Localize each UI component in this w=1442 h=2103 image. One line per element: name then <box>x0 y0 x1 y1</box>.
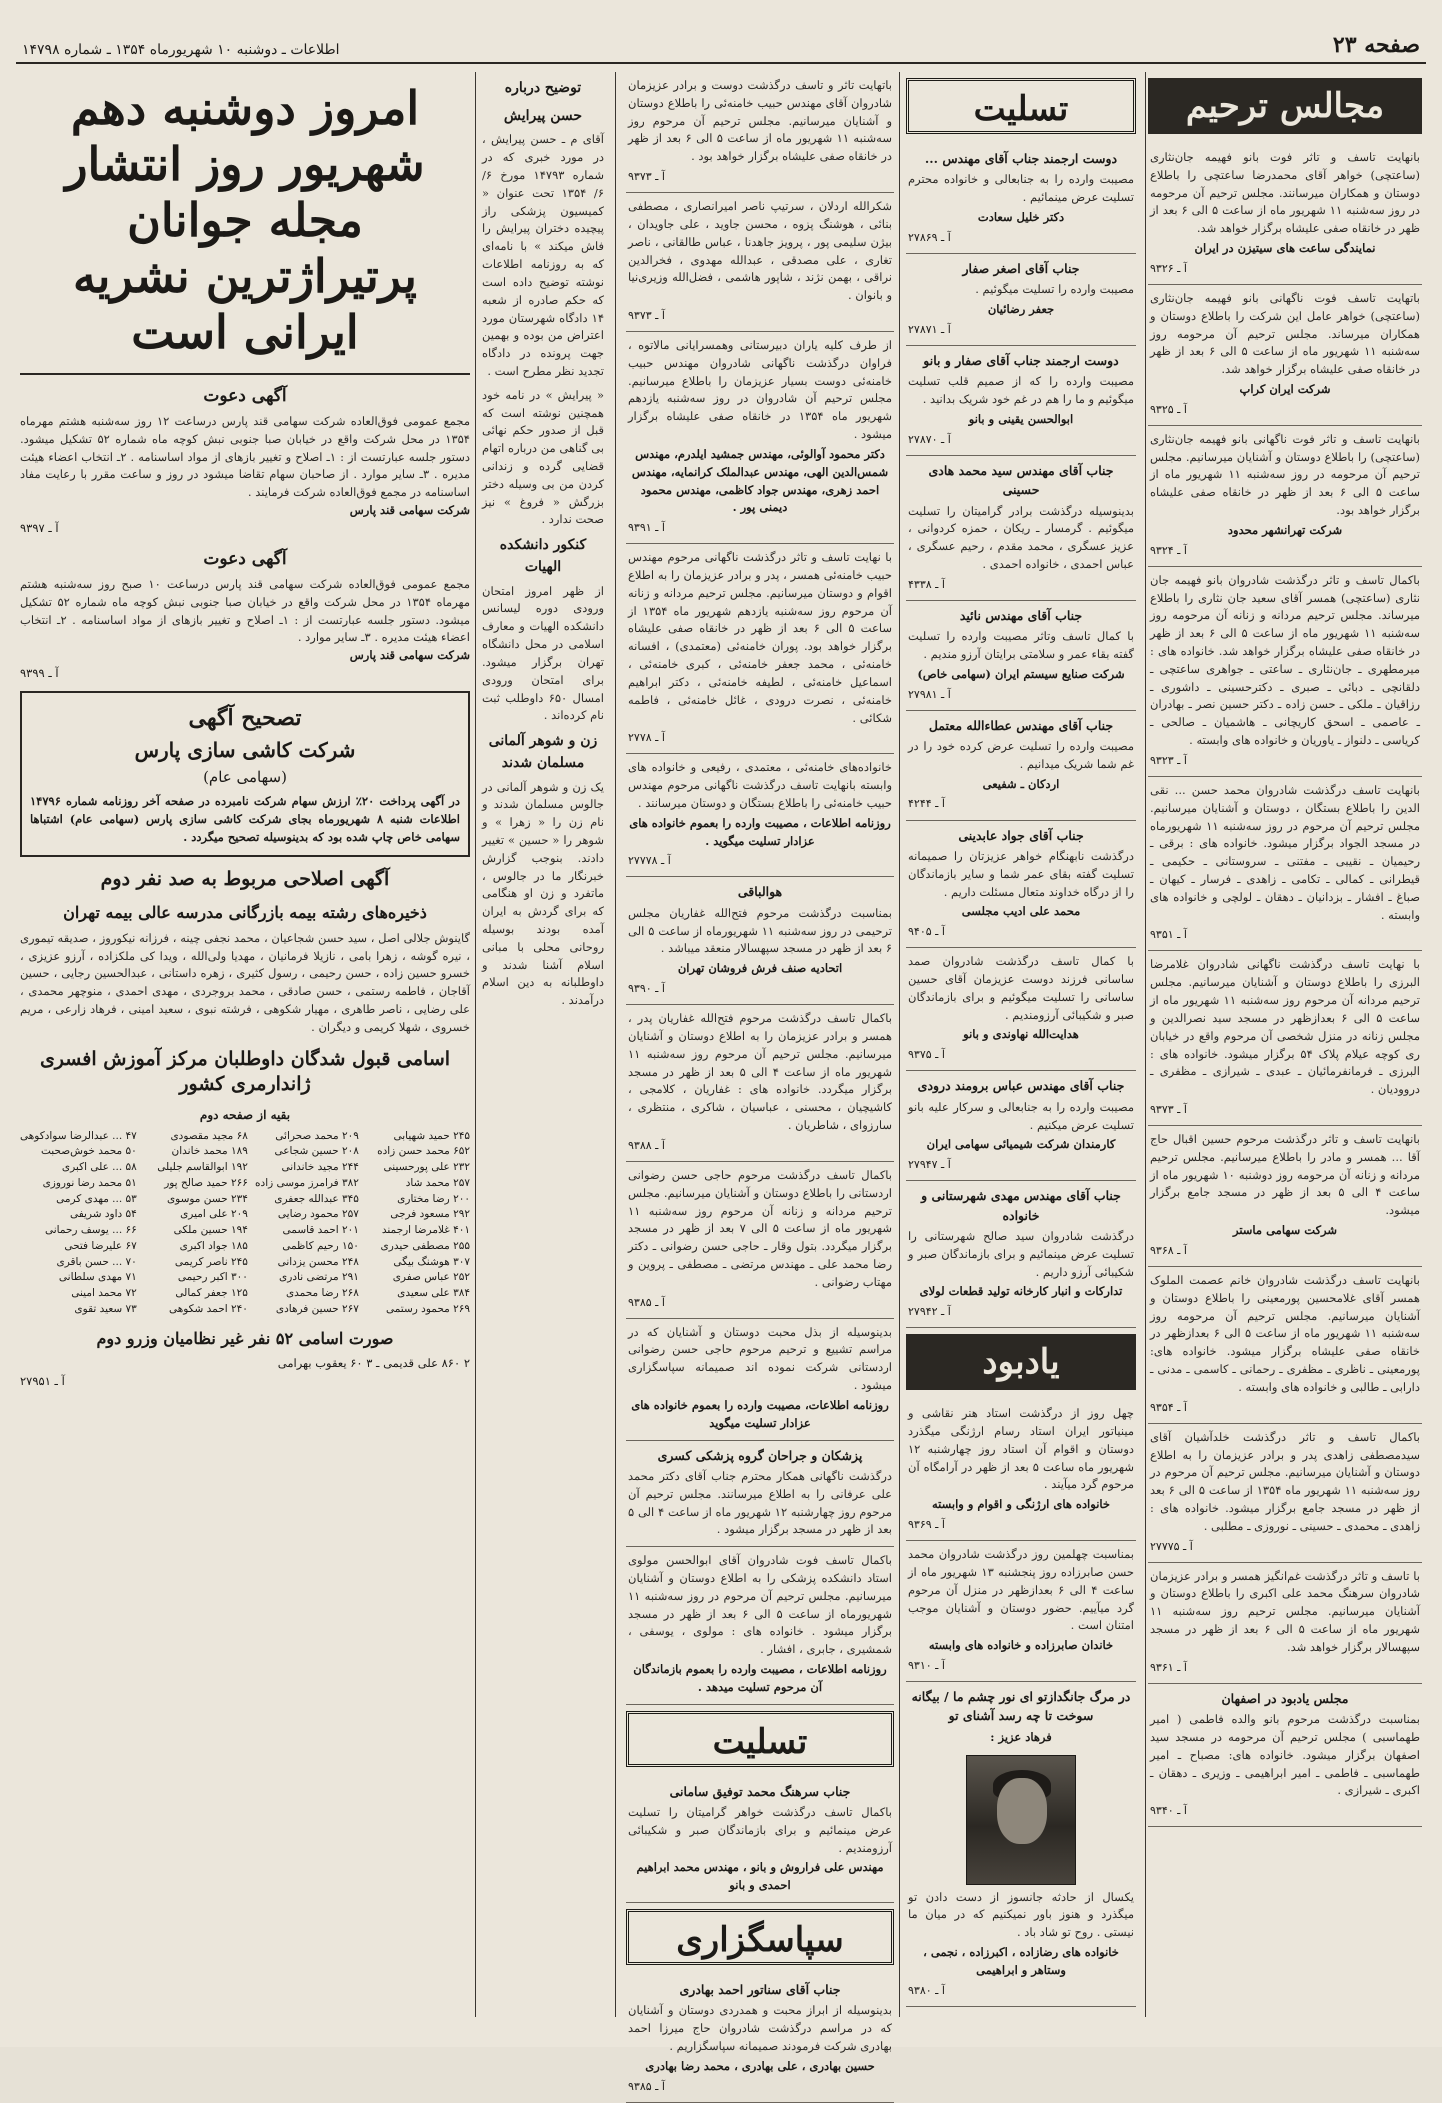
notice-code: آ ـ ۲۷۸۷۱ <box>908 322 951 336</box>
notice-text: درگذشت نابهنگام خواهر عزیزتان را صمیمانه تسلیت گفته بقای عمر شما و سایر بازماندگان را از درگاه خداوند متعال مسئلت داریم . <box>908 848 1134 899</box>
notice-list <box>906 144 1136 1328</box>
notice-block <box>626 544 894 754</box>
page-number: صفحه ۲۳ <box>1332 32 1420 58</box>
section-banner: تسلیت <box>906 78 1136 134</box>
column-rule <box>475 72 476 2017</box>
notice-code: آ ـ ۹۳۲۴ <box>1150 543 1187 557</box>
correction-box <box>20 691 470 857</box>
poem-addressee: فرهاد عزیز : <box>990 1729 1052 1744</box>
notice-title: جناب آقای مهندس نائید <box>959 607 1083 623</box>
issue-info: اطلاعات ـ دوشنبه ۱۰ شهریورماه ۱۳۵۴ ـ شماره ۱۴۷۹۸ <box>22 42 340 58</box>
notice-block <box>626 1319 894 1441</box>
notice-code: آ ـ ۹۳۵۱ <box>1150 928 1187 942</box>
name-entry: ۳۰۷ هوشنگ بیگی <box>393 1255 470 1268</box>
notice-code: آ ـ ۹۴۰۵ <box>908 925 945 939</box>
name-entry: ۵۸ ... علی اکبری <box>61 1161 137 1174</box>
name-entry: ۱۹۴ حسین ملکی <box>173 1224 248 1237</box>
notice-signature: محمد علی ادیب مجلسی <box>961 904 1081 919</box>
notice-signature: روزنامه اطلاعات ، مصیبت وارده را بعموم خانواده های عزادار تسلیت میگوید . <box>629 815 891 848</box>
notice-text: از طرف کلیه یاران دبیرستانی وهمسرایانی مالاتوه ، فراوان درگذشت ناگهانی شادروان مهندس حبیب خامنه‌ئی دوست بسیار عزیزمان را باطلاع میرسانیم. مجلس ترحیم آن شادروان در روز سه‌شنبه یازدهم شهریور ماه ۱۳۵۴ در خانقاه صفی علیشاه برگزار میشود . <box>628 338 892 442</box>
notice-code: آ ـ ۹۳۶۸ <box>1150 1243 1187 1257</box>
notice-block <box>1148 777 1422 952</box>
notice-text: باکمال تاسف و تاثر درگذشت خلدآشیان آقای سیدمصطفی زاهدی پدر و برادر عزیزمان را به اطلاع دوستان و آشنایان میرسانیم. مجلس ترحیم آن مرحوم در روز سه‌شنبه ۱۱ شهریور ماه ۱۳۵۴ از ساعت ۵ الی ۶ بعد از ظهر در مسجد جامع برگزار میشود. خانواده های : زاهدی ـ محمدی ـ حسینی ـ نوروزی ـ مطلبی . <box>1150 1429 1420 1533</box>
name-entry: ۳۸۲ فرامرز موسی زاده <box>255 1176 359 1189</box>
name-entry: ۶۶ ... یوسف رحمانی <box>44 1224 137 1237</box>
notice-signature: تدارکات و انبار کارخانه تولید قطعات لولای <box>919 1284 1123 1299</box>
notice-block <box>1148 426 1422 567</box>
notice-title: جناب آقای مهندس سید محمد هادی حسینی <box>928 462 1114 498</box>
notice-code: آ ـ ۹۳۵۴ <box>1150 1400 1187 1414</box>
column-obituaries <box>1148 72 1422 2017</box>
ad-code: آ ـ ۲۷۹۵۱ <box>20 1373 65 1388</box>
notice-block <box>906 1181 1136 1328</box>
notice-code: آ ـ ۹۳۹۰ <box>628 982 665 996</box>
news-text: از ظهر امروز امتحان ورودی دوره لیسانس دانشکده الهیات و معارف اسلامی در محل دانشگاه تهران برگزار میشود. برای امتحان ورودی امسال ۶۵۰ داوطلب ثبت نام کرده‌اند . <box>482 583 604 723</box>
notice-text: مصیبت وارده را که از صمیم قلب تسلیت میگوئیم و ما را هم در غم خود شریک بدانید . <box>908 374 1134 407</box>
name-entry: ۱۸۵ جواد اکبری <box>179 1239 248 1252</box>
name-entry: ۱۹۲ ابوالقاسم جلیلی <box>157 1161 248 1174</box>
notice-signature: نمایندگی ساعت های سیتیزن در ایران <box>1194 241 1376 256</box>
column-rule <box>615 72 616 2017</box>
notice-signature: دکتر محمود آوالوئی، مهندس جمشید ایلدرم، مهندس شمس‌الدین الهی، مهندس عبدالملک کرانمایه، مهندس احمد زهری، مهندس جواد کاظمی، مهندس محمود دیمنی پور . <box>631 446 889 515</box>
name-entry: ۲۰۹ علی امیری <box>180 1208 248 1221</box>
name-entry: ۲۶۶ حمید صالح پور <box>164 1176 248 1189</box>
notice-code: آ ـ ۹۳۹۱ <box>628 521 665 535</box>
notice-block <box>626 1547 894 1705</box>
notice-text: باکمال تاسف و تاثر درگذشت شادروان بانو فهیمه جان نثاری (ساعتچی) همسر آقای سعید جان نثاری را باطلاع میرساند. مجلس ترحیم مردانه و زنانه آن مرحومه روز سه‌شنبه ۱۱ شهریور ماه از ساعت ۵ الی ۶ بعد از ظهر در خانقاه صفی علیشاه برگزار خواهد شد. خانواده های : میرمطهری ـ جان‌نثاری ـ ساعتی ـ جواهری ساعتچی ـ دلقانچی ـ دبائی ـ صبری ـ دکترحسینی ـ داشوری ـ رزاقیان ـ ملکی ـ حسن زاده ـ دکتر حسین نصر ـ بهادران ـ عاصمی ـ اسحق کاریچانی ـ هاشمیان ـ صالحی ـ کریاسی ـ دلنواز ـ یاوریان و خانواده های وابسته . <box>1150 572 1420 748</box>
notice-block <box>1148 951 1422 1126</box>
notice-title: هوالباقی <box>737 884 783 900</box>
notice-text: باتهایت تاسف فوت ناگهانی بانو فهیمه جان‌نثاری (ساعتچی) خواهر عامل این شرکت را باطلاع دوستان و همکاران میرساند. مجلس ترحیم آن مرحومه روز سه‌شنبه ۱۱ شهریور ماه از ساعت ۵ الی ۶ بعد از ظهر در خانقاه صفی علیشاه برگزار خواهد شد. <box>1150 290 1420 377</box>
name-entry: ۲۴۸ محسن یزدانی <box>277 1255 359 1268</box>
notice-block <box>1148 1684 1422 1827</box>
notice-text: باکمال تاسف فوت شادروان آقای ابوالحسن مولوی استاد دانشکده پزشکی را به اطلاع دوستان و آشنایان میرسانیم. مجلس ترحیم آن مرحوم در روز سه‌شنبه ۱۱ شهریورماه از ساعت ۵ الی ۶ بعد از ظهر در مسجد برگزار میشود . خانواده های : مولوی ، یوسفی ، شمشیری ، جابری ، افشار . <box>628 1553 892 1657</box>
notice-title: دوست ارجمند جناب آقای صفار و بانو <box>923 352 1119 368</box>
notice-block <box>626 1975 894 2103</box>
notice-title: جناب سرهنگ محمد توفیق سامانی <box>669 1783 851 1799</box>
notice-block <box>906 1541 1136 1682</box>
news-title: توضیح درباره <box>504 80 582 96</box>
news-title: حسن پیرایش <box>503 107 583 124</box>
notice-text: بدینوسیله از ابراز محبت و همدردی دوستان و آشنایان که در مراسم درگذشت شادروان حاج میرزا احمد بهادری شرکت فرمودند صمیمانه سپاسگزاریم . <box>628 2003 892 2054</box>
notice-block <box>626 1162 894 1319</box>
notice-list <box>1148 144 1422 1684</box>
section-title: صورت اسامی ۵۲ نفر غیر نظامیان وزرو دوم <box>96 1328 394 1348</box>
list-heading: بقیه از صفحه دوم <box>199 1107 291 1122</box>
notice-text: چهل روز از درگذشت استاد هنر نقاشی و مینیاتور ایران استاد رسام ارژنگی میگذرد دوستان و اقوام آن استاد روز چهارشنبه ۱۲ شهریور ماه ساعت ۵ بعد از ظهر در آرامگاه آن مرحوم گرد میآیند . <box>908 1406 1134 1492</box>
notice-block <box>906 456 1136 601</box>
names-text: گاینوش جلالی اصل ، سید حسن شجاعیان ، محمد نجفی چینه ، فرزانه نیکوروز ، صدیقه تیموری ، نیره گوشه ، زهرا بامی ، نازیلا فرمانیان ، مهدیا ولی‌الله ، ویدا کی ملکزاده ، آرزو عزیزی ، خسرو حسین زاده ، حسن رحیمی ، رسول کثیری ، زهره داستانی ، عبدالحسین رجایی ، حسین آقاجان ، فاطمه رستمی ، حسن صادقی ، محمد بروجردی ، مهدی احمدی ، منوچهر محمدی ، علی رضایی ، ناصر طاهری ، مهیار شکوهی ، فرشته نبوی ، سعید امینی ، فرهاد زارعی ، مریم خسروی ، شهلا کریمی و دیگران . <box>20 930 470 1034</box>
notice-text: درگذشت شادروان سید صالح شهرستانی را تسلیت عرض مینمائیم و برای بازماندگان صبر و شکیبائی آرزو داریم . <box>908 1228 1134 1279</box>
notice-code: آ ـ ۹۳۸۵ <box>628 1295 665 1309</box>
notice-code: آ ـ ۹۳۲۳ <box>1150 753 1187 767</box>
name-entry: ۶۷ علیرضا فتحی <box>64 1239 137 1252</box>
name-entry: ۶۵۲ محمد حسن زاده <box>377 1145 470 1158</box>
notice-code: آ ـ ۴۲۴۴ <box>908 797 945 811</box>
notice-title: جناب آقای اصغر صفار <box>962 260 1080 276</box>
name-entry: ۲۹۲ مسعود فرجی <box>390 1208 470 1221</box>
name-entry: ۲۳۴ حسن موسوی <box>166 1192 248 1205</box>
correction-title: تصحیح آگهی <box>188 704 302 731</box>
notice-text: بانهایت تاسف و تاثر فوت بانو فهیمه جان‌نثاری (ساعتچی) خواهر آقای محمدرضا ساعتچی را باطلاع دوستان و همکاران میرسانند. مجلس ترحیم آن مرحومه در روز سه‌شنبه ۱۱ شهریور ماه از ساعت ۵ الی ۶ بعد از ظهر در خانقاه صفی علیشاه برگزار خواهد شد. <box>1150 150 1420 236</box>
notice-block <box>906 346 1136 456</box>
name-entry: ۵۴ داود شریفی <box>69 1208 137 1221</box>
ad-title: آگهی دعوت <box>203 548 287 569</box>
name-entry: ۷۳ سعید تقوی <box>74 1302 137 1315</box>
notice-code: آ ـ ۲۷۷۷۸ <box>628 854 671 868</box>
news-title: کنکور دانشکده الهیات <box>499 537 587 575</box>
notice-text: باکمال تاسف درگذشت مرحوم حاجی حسن رضوانی اردستانی را باطلاع دوستان و آشنایان میرسانیم. مجلس ترحیم مردانه و زنانه آن مرحوم روز سه‌شنبه ۱۱ شهریور ماه از ساعت ۵ الی ۷ بعد از ظهر در مسجد برگزار میگردد. بتول وقار ـ حاجی حسن رضوانی ـ دکتر رضا محمد علی ـ مهندس مرتضی ـ مصطفی ـ پروین و مهتاب رضوانی . <box>628 1167 892 1289</box>
notice-list <box>626 1547 894 1705</box>
notice-text: بانهایت تاسف درگذشت شادروان خانم عصمت الملوک همسر آقای غلامحسین پورمعینی را باطلاع دوستان و آشنایان میرسانیم. مجلس ترحیم آن مرحومه روز سه‌شنبه ۱۱ شهریور ماه از ساعت ۵ الی ۶ بعدازظهر در خانقاه صفی علیشاه برگزار میشود. خانواده های: پورمعینی ـ ناظری ـ مظفری ـ رحمانی ـ کاسمی ـ مدنی ـ دارابی ـ طالبی و خانواده های وابسته . <box>1150 1272 1420 1394</box>
column-announcements <box>20 72 470 2017</box>
name-entry: ۲۶۷ حسین فرهادی <box>275 1302 359 1315</box>
notice-block <box>1148 285 1422 426</box>
notice-signature: ابوالحسن یقینی و بانو <box>968 411 1074 426</box>
company-type: (سهامی عام) <box>203 767 287 786</box>
name-entry: ۲۴۴ مجید خاندانی <box>281 1161 359 1174</box>
section-title: اسامی قبول شدگان داوطلبان مرکز آموزش افسری ژاندارمری کشور <box>39 1047 451 1096</box>
name-entry: ۳۴۵ عبدالله جعفری <box>274 1192 359 1205</box>
notice-signature: شرکت صنایع سیستم ایران (سهامی خاص) <box>917 666 1125 681</box>
notice-block <box>626 1777 894 1903</box>
notice-title: مجلس یادبود در اصفهان <box>1221 1690 1349 1706</box>
name-entry: ۴۰۱ غلامرضا ارجمند <box>381 1224 470 1237</box>
notice-code: آ ـ ۲۷۸۷۰ <box>908 432 951 446</box>
notice-code: آ ـ ۹۳۲۵ <box>1150 402 1187 416</box>
notice-code: آ ـ ۹۳۱۰ <box>908 1659 945 1673</box>
name-entry: ۲۰۸ حسین شجاعی <box>274 1145 359 1158</box>
notice-signature: خانواده های رضازاده ، اکبرزاده ، نجمی ، وستاهر و ابراهیمی <box>923 1945 1119 1977</box>
notice-text: با کمال تاسف وتاثر مصیبت وارده را تسلیت گفته بقاء عمر و سلامتی برایتان آرزو مندیم . <box>908 629 1134 661</box>
name-entry: ۲۴۵ ناصر کریمی <box>174 1255 248 1268</box>
section-title: ذخیره‌های رشته بیمه بازرگانی مدرسه عالی بیمه تهران <box>63 903 427 923</box>
ad-signature: شرکت سهامی قند پارس <box>349 502 470 517</box>
name-entry: ۳۰۰ اکبر رحیمی <box>177 1271 248 1284</box>
portrait-photo <box>966 1755 1076 1885</box>
notice-block <box>626 1005 894 1162</box>
notice-text: باکمال تاسف درگذشت خواهر گرامیتان را تسلیت عرض مینمائیم و برای بازماندگان صبر و شکیبائی آرزومندیم . <box>628 1805 892 1855</box>
page-header <box>16 24 1426 64</box>
notice-block <box>906 711 1136 821</box>
notice-signature: اردکان ـ شفیعی <box>982 776 1060 791</box>
names-list: ۲ ۸۶۰ علی قدیمی ـ ۳ ۶۰ یعقوب بهرامی <box>277 1356 470 1371</box>
notice-block <box>1148 1267 1422 1424</box>
notice-code: آ ـ ۲۷۷۷۵ <box>1150 1539 1193 1553</box>
name-entry: ۷۲ محمد امینی <box>71 1287 137 1300</box>
news-title: زن و شوهر آلمانی مسلمان شدند <box>488 733 598 771</box>
name-entry: ۵۳ ... مهدی کرمی <box>56 1192 137 1205</box>
correction-text: در آگهی پرداخت ۲۰٪ ارزش سهام شرکت نامبرده در صفحه آخر روزنامه شماره ۱۴۷۹۶ اطلاعات شنبه ۸ شهریورماه بجای شرکت کاشی سازی پارس (سهامی عام) اشتباها سهامی خاص چاپ شده بود که بدینوسیله تصحیح میگردد . <box>30 794 461 844</box>
notice-text: با نهایت تاسف درگذشت ناگهانی شادروان غلامرضا البرزی را باطلاع دوستان و آشنایان میرسانیم. مجلس ترحیم مردانه آن مرحوم روز سه‌شنبه ۱۱ شهریور ماه از ساعت ۵ الی ۶ بعدازظهر در مسجد سید نصرالدین و مجلس زنانه در منزل شخصی آن مرحوم واقع در خیابان ری کوچه عیلام پلاک ۵۴ برگزار میشود. خانواده های : البرزی ـ فرمانفرمائیان ـ عبدی ـ شیرازی ـ مظفری ـ دروودیان . <box>1150 957 1421 1097</box>
news-text: « پیرایش » در نامه خود همچنین نوشته است که قبل از صدور حکم نهائی بی گناهی من درباره اتهام قضایی گرده و زندانی کردن من بی وسیله دختر بزرگش « فروغ » نیز صحت ندارد . <box>482 387 604 527</box>
notice-title: جناب آقای سناتور احمد بهادری <box>679 1982 841 1998</box>
notice-code: آ ـ ۴۳۳۸ <box>908 577 945 591</box>
notice-code: آ ـ ۹۳۶۱ <box>1150 1660 1187 1674</box>
notice-code: آ ـ ۲۷۹۴۲ <box>908 1305 951 1319</box>
notice-signature: خانواده های ارژنگی و اقوام و وابسته <box>931 1497 1111 1512</box>
notice-signature: اتحادیه صنف فرش فروشان تهران <box>677 961 843 976</box>
notice-code: آ ـ ۲۷۷۸ <box>628 731 665 745</box>
name-entry: ۲۴۰ احمد شکوهی <box>168 1302 248 1315</box>
notice-text: بدینوسیله درگذشت برادر گرامیتان را تسلیت میگوئیم . گرمسار ـ ریکان ، حمزه کردوانی ، عزیز عسگری ، محمد مقدم ، رحیم عسگری ، عباس احمدی ، خانواده احمدی . <box>908 503 1134 571</box>
section-banner: یادبود <box>906 1334 1136 1390</box>
notice-block <box>906 1400 1136 1541</box>
column-obituaries-2 <box>626 72 894 2093</box>
notice-code: آ ـ ۲۷۸۶۹ <box>908 230 951 244</box>
name-entry: ۲۴۵ حمید شهیابی <box>393 1129 470 1142</box>
name-entry: ۳۸۴ علی سعیدی <box>397 1287 470 1300</box>
notice-block <box>626 754 894 877</box>
notice-signature: دکتر خلیل سعادت <box>977 210 1065 224</box>
name-entry: ۲۵۷ محمد شاد <box>405 1176 470 1189</box>
notice-code: آ ـ ۲۷۹۸۱ <box>908 687 951 701</box>
notice-text: بمناسبت درگذشت مرحوم بانو والده فاطمی ( امیر طهماسبی ) مجلس ترحیم آن مرحومه در مسجد سید اصفهان برگزار میشود. خانواده های: مصباح ـ امیر طهماسبی ـ فاطمی ـ امیر ابراهیمی ـ وزیری ـ دهقان ـ اکبری ـ شیرازی . <box>1150 1712 1420 1798</box>
notice-text: باکمال تاسف درگذشت مرحوم فتح‌الله غفاریان پدر ، همسر و برادر عزیزمان را به اطلاع دوستان و آشنایان میرسانیم. مجلس ترحیم آن مرحوم روز سه‌شنبه ۱۱ شهریور ماه از ساعت ۴ الی ۵ بعد از ظهر در مسجد برگزار میگردد. خانواده های : غفاریان ، کلامجی ، کاشیچیان ، محسنی ، عباسیان ، شاکری ، منتظری ، سارزوای ، شاطریان . <box>628 1011 892 1133</box>
notice-code: آ ـ ۹۳۷۳ <box>628 308 665 322</box>
notice-code: آ ـ ۹۳۸۵ <box>628 2079 665 2093</box>
notice-signature: شرکت ایران کراپ <box>1239 381 1331 396</box>
notice-code: آ ـ ۹۳۷۳ <box>1150 1102 1187 1116</box>
notice-text: با نهایت تاسف و تاثر درگذشت ناگهانی مرحوم مهندس حبیب خامنه‌ئی همسر ، پدر و برادر عزیزمان را به اطلاع اقوام و دوستان میرسانیم. مجلس ترحیم مردانه و زنانه آن مرحوم روز سه‌شنبه یازدهم شهریور ماه ۱۳۵۴ از ساعت ۵ الی ۶ بعد از ظهر در خانقاه صفی علیشاه برگزار خواهد بود. پوران خامنه‌ئی (معتمدی) ، افسانه خامنه‌ئی ، محمد جعفر خامنه‌ئی ، کبری خامنه‌ئی ، اسماعیل خامنه‌ئی ، لطیفه خامنه‌ئی ، دکتر ابراهیم خامنه‌ئی ، نصرت درودی ، غائل خامنه‌ئی ، فاطمه شکائی . <box>628 550 892 725</box>
company-name: شرکت کاشی سازی پارس <box>134 737 356 762</box>
notice-text: درگذشت ناگهانی همکار محترم جناب آقای دکتر محمد علی عرفانی را به اطلاع میرسانند. مجلس ترحیم آن مرحوم روز چهارشنبه ۱۲ شهریور ماه از ساعت ۴ الی ۵ بعد از ظهر در مسجد برگزار میشود . <box>628 1468 892 1537</box>
notice-list <box>626 72 894 877</box>
name-entry: ۲۶۹ محمود رستمی <box>385 1302 470 1315</box>
notice-text: بانهایت تاسف درگذشت شادروان محمد حسن ... نقی الدین را باطلاع بستگان ، دوستان و آشنایان میرسانیم. مجلس ترحیم آن مرحوم در روز سه‌شنبه ۱۱ شهریورماه در مسجد الجواد برگزار میشود. خانواده های : برقی ـ رحیمیان ـ نقیبی ـ مفتنی ـ سروستانی ـ حکیمی ـ قیطرانی ـ کمالی ـ تکامی ـ زاهدی ـ فرسار ـ کیهان ـ صباغ ـ افشار ـ بزدانیان ـ دهقان ـ لولچی و خانواده های وابسته . <box>1150 782 1420 922</box>
notice-signature: خاندان صابرزاده و خانواده های وابسته <box>928 1638 1114 1653</box>
notice-block <box>626 72 894 193</box>
name-entry: ۲۰۰ رضا مختاری <box>397 1192 470 1205</box>
notice-text: شکرالله اردلان ، سرتیپ ناصر امیرانصاری ، مصطفی بنائی ، هوشنگ پزوه ، محسن جاوید ، علی جاویدان ، بیژن سلیمی پور ، پرویز جاهدنا ، عباس طالقانی ، ناصر تغاری ، علی مصدقی ، عبدالله مهدوی ، فخرالدین نراقی ، بهمن نژند ، شاپور هاشمی ، فضل‌الله وزیری‌نیا و بانوان . <box>628 199 892 303</box>
notice-code: آ ـ ۹۳۴۰ <box>1150 1804 1187 1818</box>
notice-text: خانواده‌های خامنه‌ئی ، معتمدی ، رفیعی و خانواده های وابسته بانهایت تاسف درگذشت ناگهانی مرحوم مهندس حبیب خامنه‌ئی را باطلاع بستگان و دوستان میرسانند . <box>628 760 892 810</box>
notice-block <box>626 193 894 332</box>
section-banner: سپاسگزاری <box>626 1909 894 1965</box>
name-entry: ۷۱ مهدی سلطانی <box>58 1271 137 1284</box>
name-entry: ۲۰۹ محمد صحرائی <box>275 1129 359 1142</box>
name-entry: ۴۷ ... عبدالرضا سوادکوهی <box>20 1129 137 1142</box>
column-condolences <box>906 72 1136 2017</box>
headline: امروز دوشنبه دهم شهریور روز انتشار مجله جوانان پرتیراژترین نشریه ایرانی است <box>20 72 470 375</box>
name-entry: ۲۵۵ مصطفی حیدری <box>380 1239 470 1252</box>
notice-text: با تاسف و تاثر درگذشت غم‌انگیز همسر و برادر عزیزمان شادروان سرهنگ محمد علی اکبری را باطلاع دوستان و آشنایان میرسانیم. مجلس ترحیم روز سه‌شنبه ۱۱ شهریور ماه از ساعت ۵ الی ۶ بعد از ظهر در مسجد سپهسالار برگزار خواهد شد. <box>1150 1568 1420 1654</box>
notice-title: جناب آقای مهندس مهدی شهرستانی و خانواده <box>921 1188 1121 1223</box>
notice-block <box>626 1441 894 1548</box>
notice-block <box>906 821 1136 949</box>
notice-text: بانهایت تاسف و تاثر درگذشت مرحوم حسین اقبال حاج آقا ... همسر و مادر را باطلاع میرسانیم. مجلس ترحیم مردانه و زنانه آن مرحومه روز دوشنبه ۱۰ شهریور ماه از ساعت ۴ الی ۵ بعد از ظهر در مسجد جامع برگزار میشود. <box>1150 1132 1420 1218</box>
news-text: آقای م ـ حسن پیرایش ، در مورد خبری که در شماره ۱۴۷۹۳ مورخ ۶/ ۶/ ۱۳۵۴ تحت عنوان « کمیسیون پزشکی راز پیچیده دختران پیرایش را فاش میکند » با نامه‌ای که به روزنامه اطلاعات نوشته توضیح داده است که حکم صادره از شعبه ۱۴ دادگاه شهرستان مورد اعتراض من بوده و بهمین جهت پرونده در دادگاه تجدید نظر مطرح است . <box>482 132 605 378</box>
notice-list <box>626 1005 894 1440</box>
section-banner: مجالس ترحیم <box>1148 78 1422 134</box>
notice-title: جناب آقای جواد عابدینی <box>958 827 1084 843</box>
name-entry: ۲۹۱ مرتضی نادری <box>279 1271 359 1284</box>
notice-signature: روزنامه اطلاعات، مصیبت وارده را بعموم خانواده های عزادار تسلیت میگوید <box>631 1397 889 1430</box>
notice-block <box>626 877 894 1005</box>
column-rule <box>1145 72 1146 2017</box>
notice-text: مصیبت وارده را به جنابعالی و سرکار علیه بانو تسلیت عرض میکنیم . <box>908 1099 1134 1132</box>
notice-text: یکسال از حادثه جانسوز از دست دادن تو میگذرد و هنوز باور نمیکنیم که در میان ما نیستی . روح تو شاد باد . <box>908 1889 1134 1940</box>
notice-text: بمناسبت درگذشت مرحوم فتح‌الله غفاریان مجلس ترحیمی در روز سه‌شنبه ۱۱ شهریورماه از ساعت ۵ الی ۶ بعد از ظهر در مسجد سپهسالار منعقد میباشد . <box>628 905 892 956</box>
column-rule <box>899 72 900 2017</box>
notice-signature: کارمندان شرکت شیمیائی سهامی ایران <box>926 1137 1116 1152</box>
notice-block <box>1148 567 1422 777</box>
ad-code: آ ـ ۹۳۹۷ <box>20 520 59 535</box>
notice-code: آ ـ ۹۳۸۰ <box>908 1983 945 1997</box>
notice-signature: حسین بهادری ، علی بهادری ، محمد رضا بهادری <box>645 2058 875 2073</box>
ad-text: مجمع عمومی فوق‌العاده شرکت سهامی قند پارس درساعت ۱۲ روز سه‌شنبه هشتم مهرماه ۱۳۵۴ در محل شرکت واقع در خیابان صبا جنوبی نبش کوچه ماه شماره ۵۲ تشکیل میشود. دستور جلسه عبارتست از : ۱ـ اصلاح و تغییر بازهای از مواد اساسنامه . ۲ـ انتخاب اعضاء هیئت مدیره . ۳ـ سایر موارد . از صاحبان سهام تقاضا میشود در روز و ساعت مقرر با رعایت مفاد اساسنامه در مجمع فوق‌العاده شرکت فرمایند . <box>20 413 470 500</box>
name-entry: ۲۰۱ احمد قاسمی <box>282 1224 359 1237</box>
notice-block <box>1148 1126 1422 1267</box>
notice-code: آ ـ ۹۳۲۶ <box>1150 261 1187 275</box>
notice-title: جناب آقای مهندس عطاءالله معتمل <box>928 717 1114 733</box>
notice-signature: شرکت تهرانشهر محدود <box>1227 522 1343 537</box>
notice-signature: شرکت سهامی ماستر <box>1232 1223 1338 1238</box>
notice-text: بانهایت تاسف و تاثر فوت ناگهانی بانو فهیمه جان‌نثاری (ساعتچی) را باطلاع دوستان و آشنایان میرسانیم. مجلس ترحیم آن مرحومه در روز سه‌شنبه ۱۱ شهریور ماه از ساعت ۵ الی ۶ بعد از ظهر در خانقاه صفی علیشاه برگزار خواهد بود. <box>1150 431 1420 518</box>
notice-block <box>1148 1563 1422 1684</box>
names-grid <box>20 1129 470 1318</box>
name-entry: ۲۳۲ علی پورحسینی <box>383 1161 470 1174</box>
notice-block <box>906 1682 1136 2007</box>
name-entry: ۵۱ محمد رضا نوروزی <box>42 1176 137 1189</box>
notice-block <box>626 332 894 544</box>
name-entry: ۲۵۲ عباس صفری <box>392 1271 470 1284</box>
notice-signature: روزنامه اطلاعات ، مصیبت وارده را بعموم بازماندگان آن مرحوم تسلیت میدهد . <box>633 1662 887 1694</box>
notice-signature: هدایت‌الله نهاوندی و بانو <box>963 1027 1079 1042</box>
section-banner: تسلیت <box>626 1711 894 1767</box>
notice-text: باتهایت تاثر و تاسف درگذشت دوست و برادر عزیزمان شادروان آقای مهندس حبیب خامنه‌ئی را باطلاع دوستان و آشنایان میرسانیم. مجلس ترحیم آن مرحوم روز سه‌شنبه ۱۱ شهریور ماه از ساعت ۵ الی ۶ بعد از ظهر در خانقاه صفی علیشاه برگزار خواهد بود . <box>628 78 892 164</box>
photo-face <box>997 1778 1047 1844</box>
notice-code: آ ـ ۹۳۶۹ <box>908 1518 945 1532</box>
notice-signature: مهندس علی فراروش و بانو ، مهندس محمد ابراهیم احمدی و بانو <box>636 1860 884 1893</box>
name-entry: ۲۶۸ رضا محمدی <box>285 1287 359 1300</box>
ad-signature: شرکت سهامی قند پارس <box>349 648 470 663</box>
notice-text: مصیبت وارده را تسلیت میگوئیم . <box>975 282 1134 297</box>
ad-text: مجمع عمومی فوق‌العاده شرکت سهامی قند پارس درساعت ۱۰ صبح روز سه‌شنبه هشتم مهرماه ۱۳۵۴ در محل شرکت واقع در خیابان صبا جنوبی نبش کوچه ماه شماره ۵۲ تشکیل میشود. دستور جلسه عبارتست از : ۱ـ اصلاح و تغییر بازهای از مواد اساسنامه . ۲ـ انتخاب اعضاء هیئت مدیره . ۳ـ سایر موارد . <box>20 576 470 645</box>
notice-block <box>1148 144 1422 285</box>
notice-code: آ ـ ۹۳۸۸ <box>628 1138 665 1152</box>
notice-title: پزشکان و جراحان گروه پزشکی کسری <box>657 1447 863 1463</box>
notice-code: آ ـ ۹۳۷۳ <box>628 170 665 184</box>
notice-text: بدینوسیله از بذل محبت دوستان و آشنایان که در مراسم تشییع و ترحیم مرحوم حاجی حسن رضوانی اردستانی شرکت نموده اند صمیمانه سپاسگزاری میشود . <box>628 1324 892 1393</box>
notice-code: آ ـ ۹۳۷۵ <box>908 1048 945 1062</box>
name-entry: ۱۲۵ جعفر کمالی <box>175 1287 248 1300</box>
notice-title: جناب آقای مهندس عباس برومند درودی <box>917 1078 1125 1094</box>
notice-title: دوست ارجمند جناب آقای مهندس ... <box>924 151 1118 166</box>
notice-text: با کمال تاسف درگذشت شادروان صمد ساسانی فرزند دوست عزیزمان آقای حسین ساسانی را تسلیت میگوئیم و برای بازماندگان صبر و شکیبائی آرزومندیم . <box>908 954 1134 1022</box>
ad-title: آگهی دعوت <box>203 385 287 406</box>
notice-signature: جعفر رضائیان <box>987 302 1055 317</box>
notice-block <box>906 948 1136 1071</box>
notice-text: بمناسبت چهلمین روز درگذشت شادروان محمد حسن صابرزاده روز پنجشنبه ۱۳ شهریور ماه از ساعت ۴ الی ۶ بعدازظهر در منزل آن مرحوم گرد میآییم. حضور دوستان و آشنایان موجب امتنان است . <box>908 1547 1134 1633</box>
poem-verse: در مرگ جانگدازتو ای نور چشم ما / بیگانه سوخت تا چه رسد آشنای تو <box>911 1689 1131 1724</box>
name-entry: ۵۰ محمد خوش‌صحبت <box>40 1145 137 1158</box>
name-entry: ۱۵۰ رحیم کاظمی <box>282 1239 359 1252</box>
name-entry: ۱۸۹ محمد خاندان <box>171 1145 248 1158</box>
section-title: آگهی اصلاحی مربوط به صد نفر دوم <box>100 867 390 890</box>
notice-block <box>906 144 1136 254</box>
news-text: یک زن و شوهر آلمانی در جالوس مسلمان شدند و نام زن را « زهرا » و شوهر را « حسین » تغییر دادند. بنوجب گزارش خبرنگار ما در جالوس ، ماتفرد و زن او هنگامی که برای گردش به ایران آمده بودند بوسیله روحانی محلی با مبانی اسلام آشنا شدند و داوطلبانه به دین اسلام درآمدند . <box>482 779 604 1008</box>
ad-code: آ ـ ۹۳۹۹ <box>20 665 59 680</box>
notice-block <box>906 1071 1136 1181</box>
notice-block <box>906 254 1136 346</box>
notice-block <box>906 601 1136 711</box>
notice-text: مصیبت وارده را تسلیت عرض کرده خود را در غم شما شریک میدانیم . <box>908 739 1134 771</box>
column-news <box>482 72 604 2017</box>
name-entry: ۲۵۷ محمود رضایی <box>277 1208 359 1221</box>
name-entry: ۶۸ مجید مقصودی <box>170 1129 248 1142</box>
name-entry: ۷۰ ... حسن باقری <box>56 1255 137 1268</box>
notice-block <box>1148 1424 1422 1563</box>
notice-text: مصیبت وارده را به جنابعالی و خانواده محترم تسلیت عرض مینمائیم . <box>908 172 1134 205</box>
notice-code: آ ـ ۲۷۹۴۷ <box>908 1158 951 1172</box>
